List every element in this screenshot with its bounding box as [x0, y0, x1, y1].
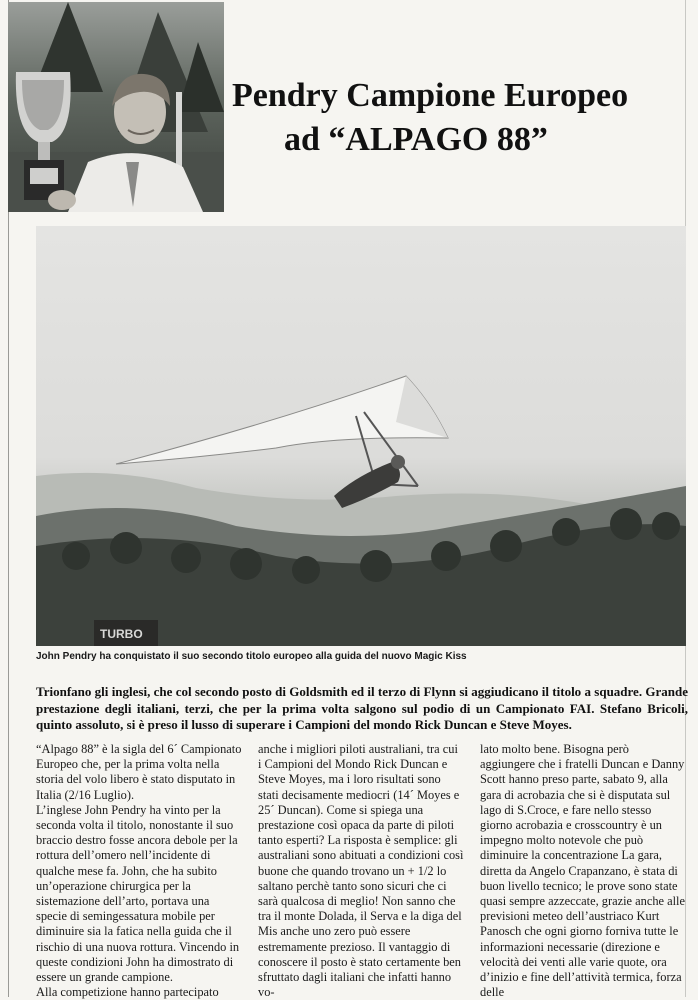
photo-sign-text: TURBO	[100, 627, 143, 641]
column-3-paragraph-1: lato molto bene. Bisogna però aggiungere che i fratelli Duncan e Danny Scott hanno preso parte, sabato 9, alla gara di acrobazia che si è disputata sul lago di S.Croce, e fare nello stesso giorno acrobazia e crosscountry è un impegno molto notevole che può diminuire la concentrazione La gara, diretta da Angelo Crapanzano, è stata di buon livello tecnico; le prove sono state quasi sempre azzeccate, grazie anche alle previsioni meteo dell’austriaco Kurt Panosch che ogni giorno forniva tutte le informazioni necessarie (direzione e velocità dei venti alle varie quote, ora d’inizio e fine dell’attività termica, forza delle	[480, 742, 685, 1000]
column-1-paragraph-2: L’inglese John Pendry ha vinto per la seconda volta il titolo, nonostante il suo braccio destro fosse ancora debole per la rottura dell’omero nell’incidente di qualche mese fa. John, che ha subito un’operazione chirurgica per la sistemazione dell’arto, portava una specie di semingessatura mobile per diminuire sia la fatica nella guida che il rischio di una nuova rottura. Vincendo in queste condizioni John ha dimostrato di essere un grande campione.	[36, 802, 240, 985]
column-1-paragraph-3: Alla competizione hanno partecipato	[36, 985, 219, 1000]
title-line-2: ad “ALPAGO 88”	[284, 121, 548, 158]
column-2-paragraph-1: anche i migliori piloti australiani, tra cui i Campioni del Mondo Rick Duncan e Steve Moyes, ma i loro risultati sono stati decisamente mediocri (14´ Moyes e 25´ Duncan). Come si spiega una prestazione così opaca da parte di piloti tanto esperti? La risposta è semplice: gli australiani sono abituati a condizioni così buone che quando trovano un + 1/2 lo saltano perchè tanto sono sicuri che ci sarà qualcosa di meglio! Non sanno che tra il monte Dolada, il Serva e la diga del Mis anche uno zero può essere estremamente prezioso. Il vantaggio di conoscere il posto è stato certamente ben sfruttato dagli italiani che infatti hanno vo-	[258, 742, 464, 1000]
portrait-illustration	[8, 2, 224, 212]
hang-glider-photo	[36, 226, 686, 646]
hang-glider-illustration	[36, 226, 686, 646]
text-column-2	[258, 742, 464, 1000]
photo-caption: John Pendry ha conquistato il suo secondo titolo europeo alla guida del nuovo Magic Kiss	[36, 651, 467, 662]
lead-paragraph: Trionfano gli inglesi, che col secondo posto di Goldsmith ed il terzo di Flynn si aggiudicano il titolo a squadre. Grande prestazione degli italiani, terzi, che per la prima volta salgono sul podio di un Campionato FAI. Stefano Bricoli, quinto assoluto, si è preso il lusso di superare i Campioni del mondo Rick Duncan e Steve Moyes.	[36, 684, 688, 732]
column-1-paragraph-1: “Alpago 88” è la sigla del 6´ Campionato Europeo che, per la prima volta nella storia del volo libero è stato disputato in Italia (2/16 Luglio).	[36, 742, 242, 802]
text-column-1	[36, 742, 242, 1000]
text-column-3	[480, 742, 686, 1000]
article-title	[228, 74, 690, 162]
title-line-1: Pendry Campione Europeo	[232, 77, 629, 114]
winner-portrait-photo	[8, 2, 224, 212]
